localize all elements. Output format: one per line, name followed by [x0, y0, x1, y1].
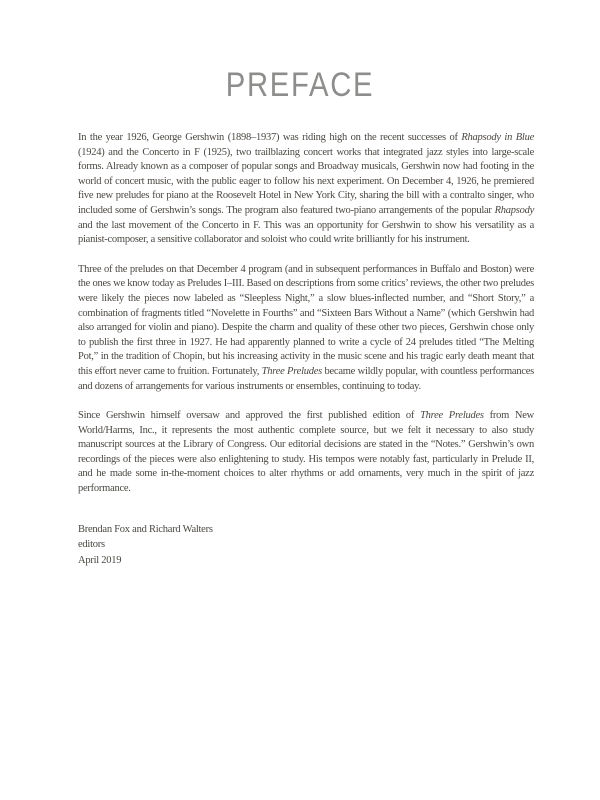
- signature-role: editors: [78, 539, 105, 551]
- paragraph-3: Since Gershwin himself oversaw and approved the first published edition of Three Preludes from New World/Harms, Inc., it represents the most authentic complete source, but we felt it necessary to also study manuscript sources at the Library of Congress. Our editorial decisions are stated in the “Notes.” Gershwin’s own recordings of the pieces were also enlightening to study. His tempos were notably fast, particularly in Prelude II, and he made some in-the-moment choices to alter rhythms or add ornaments, very much in the spirit of jazz performance.: [78, 410, 535, 495]
- page-title: PREFACE: [225, 66, 375, 104]
- signature-names: Brendan Fox and Richard Walters: [78, 523, 213, 535]
- paragraph-2: Three of the preludes on that December 4 program (and in subsequent performances in Buffalo and Boston) were the ones we know today as Preludes I–III. Based on descriptions from some critics’ reviews, the other two preludes were likely the pieces now labeled as “Sleepless Night,” a slow blues-inflected number, and “Short Story,” a combination of fragments titled “Novelette in Fourths” and “Sixteen Bars Without a Name” (which Gershwin had also arranged for violin and piano). Despite the charm and quality of these other two pieces, Gershwin chose only to publish the first three in 1927. He had apparently planned to write a cycle of 24 preludes titled “The Melting Pot,” in the tradition of Chopin, but his increasing activity in the music scene and his tragic early death meant that this effort never came to fruition. Fortunately, Three Preludes became wildly popular, with countless performances and dozens of arrangements for various instruments or ensembles, continuing to today.: [78, 263, 534, 392]
- paragraph-1: In the year 1926, George Gershwin (1898–1937) was riding high on the recent successes of Rhapsody in Blue (1924) and the Concerto in F (1925), two trailblazing concert works that integrated jazz styles into large-scale forms. Already known as a composer of popular songs and Broadway musicals, Gershwin now had footing in the world of concert music, with the public eager to follow his next experiment. On December 4, 1926, he premiered five new preludes for piano at the Roosevelt Hotel in New York City, sharing the bill with a contralto singer, who included some of Gershwin’s songs. The program also featured two-piano arrangements of the popular Rhapsody and the last movement of the Concerto in F. This was an opportunity for Gershwin to show his versatility as a pianist-composer, a sensitive collaborator and soloist who could write brilliantly for his instrument.: [78, 132, 534, 246]
- signature-date: April 2019: [78, 554, 122, 566]
- preface-body: [78, 131, 534, 568]
- signature-block: [78, 522, 534, 569]
